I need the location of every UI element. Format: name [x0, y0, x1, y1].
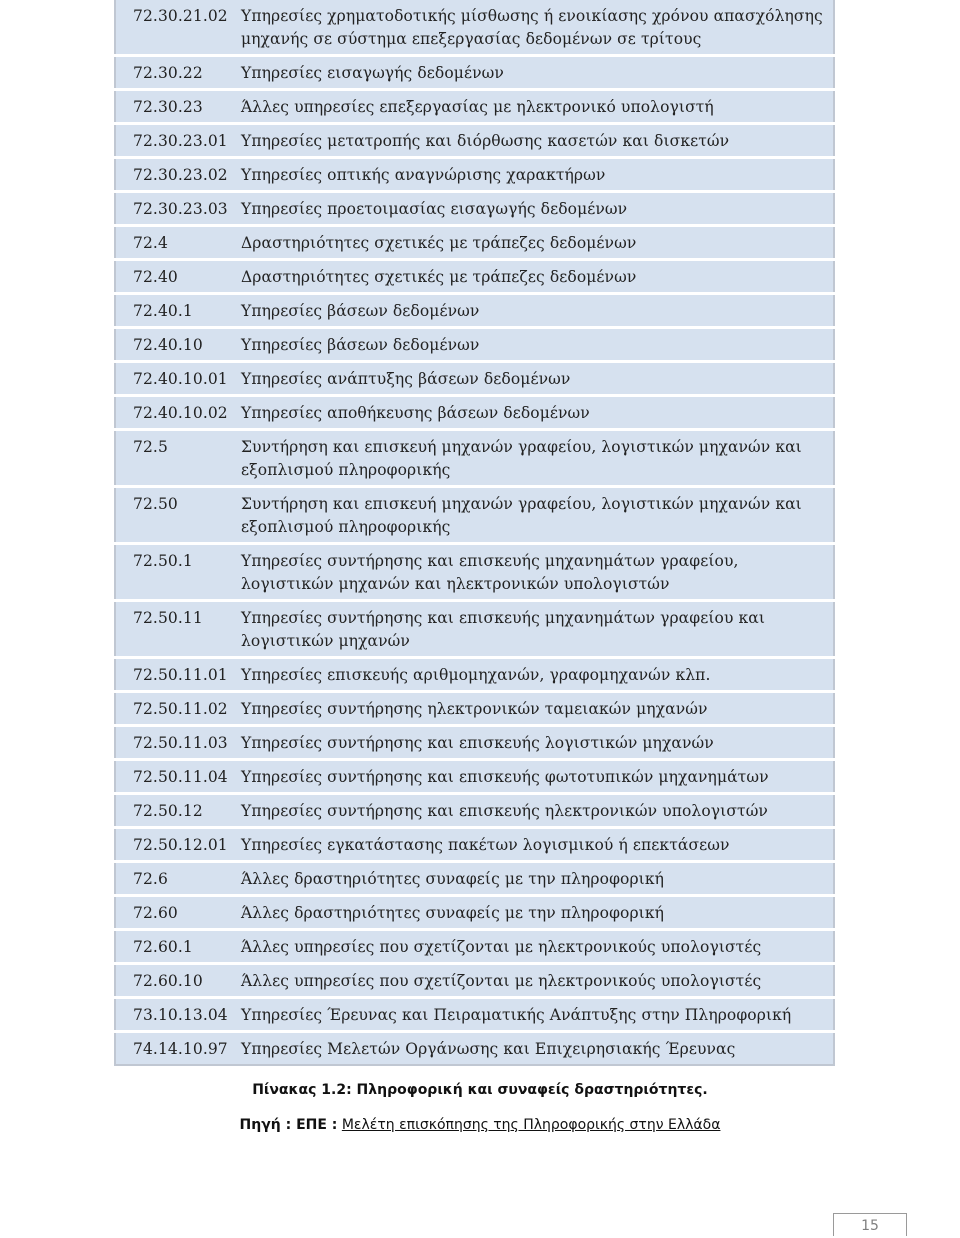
activity-description: Υπηρεσίες προετοιμασίας εισαγωγής δεδομένων [241, 192, 834, 226]
table-row [115, 294, 834, 328]
activity-description: Δραστηριότητες σχετικές με τράπεζες δεδομένων [241, 260, 834, 294]
activity-description: Υπηρεσίες ανάπτυξης βάσεων δεδομένων [241, 362, 834, 396]
table-row [115, 760, 834, 794]
table-row [115, 896, 834, 930]
activity-code: 72.50.11.04 [115, 760, 241, 794]
activity-code: 72.30.23.03 [115, 192, 241, 226]
table-row [115, 362, 834, 396]
activity-description: Υπηρεσίες συντήρησης και επισκευής μηχανημάτων γραφείου, λογιστικών μηχανών και ηλεκτρονικών υπολογιστών [241, 544, 834, 601]
activity-code: 72.60.10 [115, 964, 241, 998]
table-row [115, 828, 834, 862]
activity-code: 72.5 [115, 430, 241, 487]
table-row [115, 260, 834, 294]
activity-description: Άλλες υπηρεσίες που σχετίζονται με ηλεκτρονικούς υπολογιστές [241, 930, 834, 964]
activity-description: Υπηρεσίες αποθήκευσης βάσεων δεδομένων [241, 396, 834, 430]
activity-description: Υπηρεσίες βάσεων δεδομένων [241, 294, 834, 328]
activity-code: 73.10.13.04 [115, 998, 241, 1032]
activity-description: Υπηρεσίες χρηματοδοτικής μίσθωσης ή ενοικίασης χρόνου απασχόλησης μηχανής σε σύστημα επεξεργασίας δεδομένων σε τρίτους [241, 0, 834, 56]
table-row [115, 794, 834, 828]
activity-description: Συντήρηση και επισκευή μηχανών γραφείου, λογιστικών μηχανών και εξοπλισμού πληροφορικής [241, 430, 834, 487]
table-row [115, 124, 834, 158]
activity-code: 72.60 [115, 896, 241, 930]
table-row [115, 396, 834, 430]
table-row [115, 90, 834, 124]
activity-description: Υπηρεσίες συντήρησης και επισκευής ηλεκτρονικών υπολογιστών [241, 794, 834, 828]
activity-description: Υπηρεσίες εισαγωγής δεδομένων [241, 56, 834, 90]
activity-code: 72.50.1 [115, 544, 241, 601]
activity-description: Υπηρεσίες Έρευνας και Πειραματικής Ανάπτυξης στην Πληροφορική [241, 998, 834, 1032]
table-row [115, 328, 834, 362]
activity-code: 72.50.11.03 [115, 726, 241, 760]
activity-description: Υπηρεσίες Μελετών Οργάνωσης και Επιχειρησιακής Έρευνας [241, 1040, 736, 1058]
activity-code: 72.50.11.02 [115, 692, 241, 726]
activity-description: Υπηρεσίες οπτικής αναγνώρισης χαρακτήρων [241, 158, 834, 192]
activity-code: 72.30.23.01 [115, 124, 241, 158]
activity-description: Άλλες δραστηριότητες συναφείς με την πληροφορική [241, 896, 834, 930]
activity-code: 72.40.10.02 [115, 396, 241, 430]
table-row [115, 692, 834, 726]
table-row [115, 487, 834, 544]
table-caption: Πίνακας 1.2: Πληροφορική και συναφείς δραστηριότητες. [252, 1082, 708, 1098]
activity-code: 72.30.23.02 [115, 158, 241, 192]
activity-description: Άλλες υπηρεσίες επεξεργασίας με ηλεκτρονικό υπολογιστή [241, 90, 834, 124]
table-row [115, 998, 834, 1032]
activity-description: Υπηρεσίες συντήρησης και επισκευής μηχανημάτων γραφείου και λογιστικών μηχανών [241, 601, 834, 658]
activity-description: Υπηρεσίες επισκευής αριθμομηχανών, γραφομηχανών κλπ. [241, 658, 834, 692]
table-row [115, 601, 834, 658]
table-row [115, 930, 834, 964]
activity-code: 72.50.12 [115, 794, 241, 828]
activity-code: 72.30.22 [115, 56, 241, 90]
activity-code: 72.50.11 [115, 601, 241, 658]
activity-code: 72.30.23 [115, 90, 241, 124]
source-link[interactable]: Μελέτη επισκόπησης της Πληροφορικής στην Ελλάδα [341, 1117, 721, 1133]
table-row [115, 658, 834, 692]
table-row [115, 964, 834, 998]
activity-code: 72.40.10 [115, 328, 241, 362]
table-row [115, 192, 834, 226]
source-label: Πηγή : ΕΠΕ : [239, 1117, 338, 1133]
activity-description: Δραστηριότητες σχετικές με τράπεζες δεδομένων [241, 226, 834, 260]
activity-code: 72.40 [115, 260, 241, 294]
page-number: 15 [833, 1213, 907, 1236]
table-row [115, 544, 834, 601]
activity-description: Υπηρεσίες συντήρησης και επισκευής φωτοτυπικών μηχανημάτων [241, 760, 834, 794]
activity-code: 74.14.10.97 [133, 1040, 228, 1058]
table-row [115, 726, 834, 760]
activity-description: Υπηρεσίες συντήρησης και επισκευής λογιστικών μηχανών [241, 726, 834, 760]
table-row [115, 158, 834, 192]
table-row [115, 1032, 834, 1066]
table-row [115, 226, 834, 260]
activity-codes-table [114, 0, 835, 1066]
activity-description: Άλλες υπηρεσίες που σχετίζονται με ηλεκτρονικούς υπολογιστές [241, 964, 834, 998]
activity-description: Άλλες δραστηριότητες συναφείς με την πληροφορική [241, 862, 834, 896]
activity-description: Υπηρεσίες εγκατάστασης πακέτων λογισμικού ή επεκτάσεων [241, 828, 834, 862]
activity-code: 72.50 [115, 487, 241, 544]
table-row [115, 56, 834, 90]
activity-description: Υπηρεσίες μετατροπής και διόρθωσης κασετών και δισκετών [241, 124, 834, 158]
table-row [115, 430, 834, 487]
activity-code: 72.40.1 [115, 294, 241, 328]
activity-code: 72.6 [115, 862, 241, 896]
activity-code: 72.30.21.02 [115, 0, 241, 56]
activity-code: 72.50.12.01 [115, 828, 241, 862]
activity-description: Υπηρεσίες συντήρησης ηλεκτρονικών ταμειακών μηχανών [241, 692, 834, 726]
activity-description: Συντήρηση και επισκευή μηχανών γραφείου, λογιστικών μηχανών και εξοπλισμού πληροφορικής [241, 487, 834, 544]
table-body [115, 0, 834, 1065]
activity-code: 72.60.1 [115, 930, 241, 964]
activity-code: 72.4 [115, 226, 241, 260]
table-source [0, 1117, 960, 1133]
activity-code: 72.50.11.01 [115, 658, 241, 692]
activity-code: 72.40.10.01 [115, 362, 241, 396]
table-row [115, 862, 834, 896]
activity-description: Υπηρεσίες βάσεων δεδομένων [241, 328, 834, 362]
table-row [115, 0, 834, 56]
